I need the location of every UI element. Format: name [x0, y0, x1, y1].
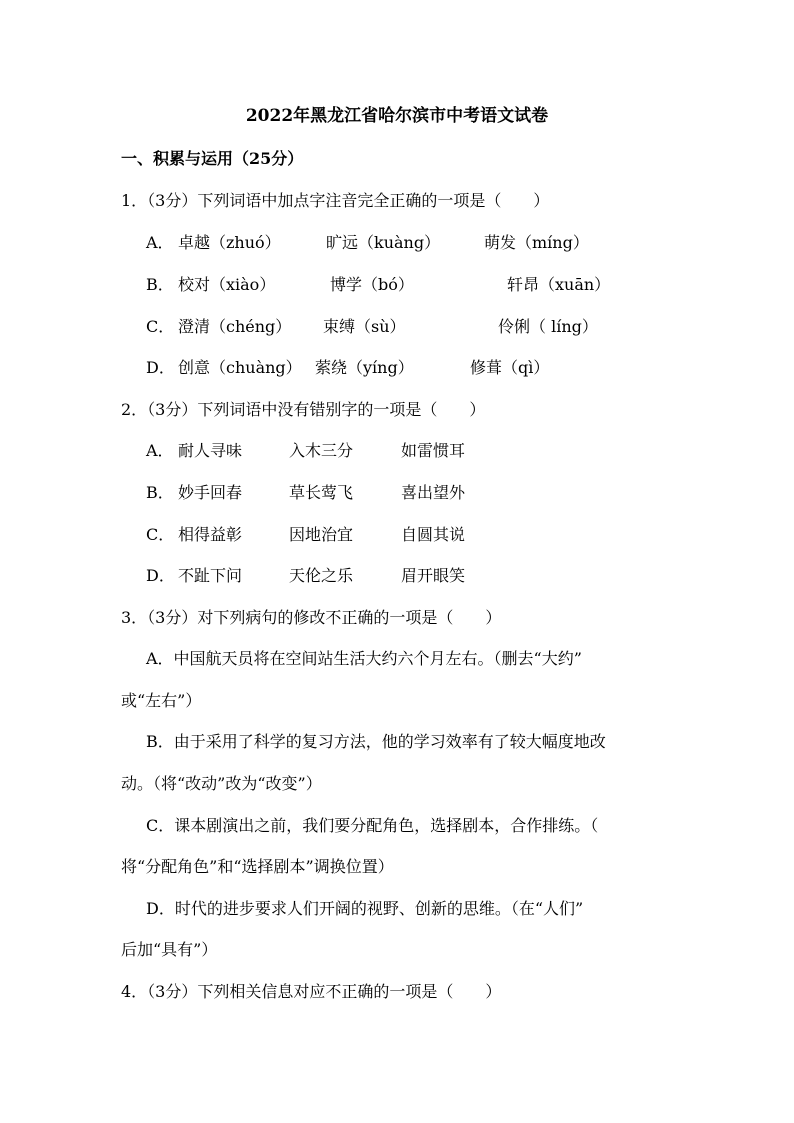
- question-3-option-a-line1: A．中国航天员将在空间站生活大约六个月左右。（删去“大约”: [146, 649, 582, 668]
- option-item: 妙手回春: [178, 483, 243, 502]
- option-item: 卓越（zhuó）: [178, 233, 281, 252]
- option-item: 入木三分: [289, 441, 354, 460]
- option-item: 旷远（kuàng）: [326, 233, 441, 252]
- option-letter: B．: [146, 275, 174, 294]
- option-item: 萌发（míng）: [484, 233, 589, 252]
- question-3-option-a-line2: 或“左右”）: [121, 691, 202, 710]
- option-item: 因地治宜: [289, 525, 354, 544]
- option-letter: B．: [146, 483, 174, 502]
- option-letter: C．: [146, 317, 175, 336]
- question-4-stem: 4．（3分）下列相关信息对应不正确的一项是（ ）: [121, 982, 502, 1001]
- option-item: 如雷惯耳: [401, 441, 466, 460]
- question-3-option-c-line1: C．课本剧演出之前，我们要分配角色，选择剧本，合作排练。（: [146, 816, 599, 835]
- option-item: 博学（bó）: [330, 275, 414, 294]
- option-item: 澄清（chéng）: [178, 317, 292, 336]
- option-item: 天伦之乐: [289, 566, 354, 585]
- option-item: 眉开眼笑: [401, 566, 466, 585]
- option-item: 自圆其说: [401, 525, 466, 544]
- question-3-option-d-line2: 后加“具有”）: [121, 940, 218, 959]
- option-item: 相得益彰: [178, 525, 243, 544]
- section-heading: 一、积累与运用（25分）: [121, 149, 304, 168]
- question-3-option-b-line1: B．由于采用了科学的复习方法，他的学习效率有了较大幅度地改: [146, 732, 606, 751]
- option-item: 耐人寻味: [178, 441, 243, 460]
- option-item: 萦绕（yíng）: [315, 358, 414, 377]
- option-item: 不趾下问: [178, 566, 243, 585]
- question-1-stem: 1．（3分）下列词语中加点字注音完全正确的一项是（ ）: [121, 191, 550, 210]
- option-item: 创意（chuàng）: [178, 358, 302, 377]
- question-3-option-c-line2: 将“分配角色”和“选择剧本”调换位置）: [121, 857, 394, 876]
- question-3-option-b-line2: 动。（将“改动”改为“改变”）: [121, 774, 322, 793]
- option-letter: D．: [146, 566, 175, 585]
- option-item: 伶俐（ líng）: [498, 317, 598, 336]
- option-item: 轩昂（xuān）: [507, 275, 611, 294]
- option-item: 束缚（sù）: [323, 317, 406, 336]
- question-2-stem: 2．（3分）下列词语中没有错别字的一项是（ ）: [121, 400, 486, 419]
- option-letter: D．: [146, 358, 175, 377]
- question-3-stem: 3．（3分）对下列病句的修改不正确的一项是（ ）: [121, 608, 502, 627]
- option-item: 校对（xiào）: [178, 275, 276, 294]
- option-item: 喜出望外: [401, 483, 466, 502]
- option-item: 修葺（qì）: [470, 358, 550, 377]
- page-title: 2022年黑龙江省哈尔滨市中考语文试卷: [245, 106, 549, 126]
- option-letter: C．: [146, 525, 175, 544]
- option-letter: A．: [146, 441, 174, 460]
- question-3-option-d-line1: D．时代的进步要求人们开阔的视野、创新的思维。（在“人们”: [146, 899, 584, 918]
- option-item: 草长莺飞: [289, 483, 354, 502]
- option-letter: A．: [146, 233, 174, 252]
